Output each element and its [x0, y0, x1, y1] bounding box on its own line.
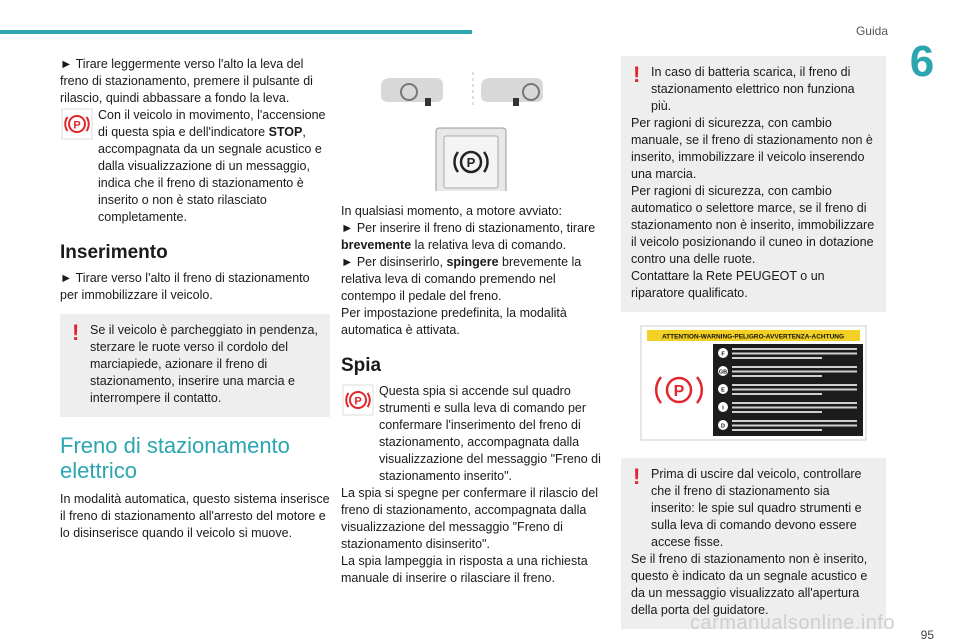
- watermark: carmanualsonline.info: [690, 612, 896, 634]
- note-text: Per ragioni di sicurezza, con cambio automatico o selettore marce, se il freno di stazionamento non è inserito, immobilizzare il veicolo posizionando il cuneo in dotazione contro una delle ruote.: [631, 184, 875, 266]
- note-text: Contattare la Rete PEUGEOT o un riparatore qualificato.: [631, 269, 825, 300]
- column-left: [60, 56, 330, 542]
- paragraph: Per impostazione predefinita, la modalità automatica è attivata.: [341, 306, 567, 337]
- language-code: I: [722, 405, 724, 412]
- header-accent-bar: [0, 30, 472, 34]
- language-code: GB: [718, 369, 728, 376]
- page-number: 95: [920, 628, 934, 640]
- spia-text: Questa spia si accende sul quadro strumenti e sulla leva di comando per confermare l'inserimento del freno di stazionamento, accompagnata dalla visualizzazione del messaggio "Freno di stazionamento inserito".: [379, 384, 601, 483]
- label-text-line: [732, 353, 857, 355]
- paragraph: ► Per disinserirlo, spingere brevemente la relativa leva di comando premendo nel contempo il pedale del freno.: [341, 255, 582, 303]
- note-text: Se il freno di stazionamento non è inserito, questo è indicato da un segnale acustico e da un messaggio visualizzato all'apertura della porta del guidatore.: [631, 552, 868, 617]
- exclamation-icon: !: [633, 464, 641, 489]
- page-section-title: Guida: [855, 24, 888, 38]
- steering-wheel-icon: [381, 78, 443, 106]
- chapter-heading: Freno di stazionamento elettrico: [60, 433, 290, 483]
- note-text: sterzare le ruote verso il cordolo del marciapiede, azionare il freno di stazionamento, inserire una marcia e interrompere il contatto.: [90, 340, 295, 405]
- warning-note: [621, 56, 886, 312]
- svg-text:P: P: [73, 119, 81, 132]
- language-code: D: [721, 423, 725, 430]
- label-text-line: [732, 389, 857, 391]
- column-middle: [341, 56, 611, 587]
- paragraph: La spia lampeggia in risposta a una richiesta manuale di inserire o rilasciare il freno.: [341, 554, 588, 585]
- language-code: E: [721, 387, 725, 394]
- language-code: F: [721, 351, 725, 358]
- svg-text:P: P: [466, 155, 476, 170]
- label-text-line: [732, 366, 857, 368]
- warning-lamp-paragraph: [341, 383, 611, 485]
- section-heading: Spia: [341, 355, 382, 376]
- label-text-line: [732, 425, 857, 427]
- text-run: , accompagnata da un segnale acustico e dalla visualizzazione di un messaggio, indica che il freno di stazionamento è inserito o non è stato rilasciato completamente.: [98, 125, 322, 224]
- label-text-line: [732, 411, 822, 413]
- label-text-line: [732, 429, 822, 431]
- label-text-line: [732, 384, 857, 386]
- chapter-number: 6: [909, 37, 935, 86]
- paragraph: La spia si spegne per confermare il rilascio del freno di stazionamento, accompagnata dalla visualizzazione del messaggio "Freno di stazionamento disinserito".: [341, 486, 599, 551]
- warning-note: [60, 314, 330, 417]
- paragraph: ► Tirare leggermente verso l'alto la leva del freno di stazionamento, premere il pulsante di rilascio, quindi abbassare a fondo la leva.: [60, 57, 313, 105]
- text-run: Con il veicolo in movimento, l'accensione di questa spia e dell'indicatore: [98, 108, 326, 139]
- label-text-line: [732, 420, 857, 422]
- column-right: [621, 56, 886, 629]
- paragraph: ► Per inserire il freno di stazionamento, tirare brevemente la relativa leva di comando.: [341, 221, 596, 252]
- warning-label-figure: [621, 322, 886, 444]
- note-text: stazionamento elettrico non funziona più.: [651, 82, 855, 113]
- note-text: Per ragioni di sicurezza, con cambio manuale, se il freno di stazionamento non è inserito, immobilizzare il veicolo inserendo una marcia.: [631, 116, 873, 181]
- section-heading: Inserimento: [60, 242, 168, 263]
- parking-brake-warning-icon: [60, 107, 94, 141]
- note-text: che il freno di stazionamento sia inserito: le spie sul quadro strumenti e sulla leva di comando devono essere accese fisse.: [651, 484, 862, 549]
- exclamation-icon: !: [72, 320, 80, 345]
- svg-text:P: P: [354, 395, 362, 408]
- label-banner-text: ATTENTION-WARNING-PELIGRO-AVVERTENZA-ACHTUNG: [661, 333, 845, 341]
- paragraph: ► Tirare verso l'alto il freno di stazionamento per immobilizzare il veicolo.: [60, 271, 310, 302]
- note-text: In caso di batteria scarica, il freno di: [651, 65, 851, 79]
- parking-brake-warning-icon: [341, 383, 375, 417]
- text-run-bold: STOP: [268, 125, 303, 139]
- label-text-line: [732, 348, 857, 350]
- exclamation-icon: !: [633, 62, 641, 87]
- label-text-line: [732, 357, 822, 359]
- label-text-line: [732, 371, 857, 373]
- parking-brake-switch-icon: [436, 128, 506, 191]
- label-text-line: [732, 407, 857, 409]
- paragraph: In qualsiasi momento, a motore avviato:: [341, 204, 562, 218]
- note-text: Se il veicolo è parcheggiato in pendenza,: [90, 323, 318, 337]
- label-text-line: [732, 402, 857, 404]
- steering-wheel-icon: [481, 78, 543, 106]
- brake-control-diagram: [341, 56, 611, 191]
- note-text: Prima di uscire dal veicolo, controllare: [651, 467, 862, 481]
- warning-note: [621, 458, 886, 629]
- label-text-line: [732, 375, 822, 377]
- paragraph: In modalità automatica, questo sistema inserisce il freno di stazionamento all'arresto del motore e lo disinserisce quando il veicolo si muove.: [60, 492, 330, 540]
- svg-text:P: P: [673, 383, 685, 400]
- label-text-line: [732, 393, 822, 395]
- warning-lamp-paragraph: [60, 107, 330, 226]
